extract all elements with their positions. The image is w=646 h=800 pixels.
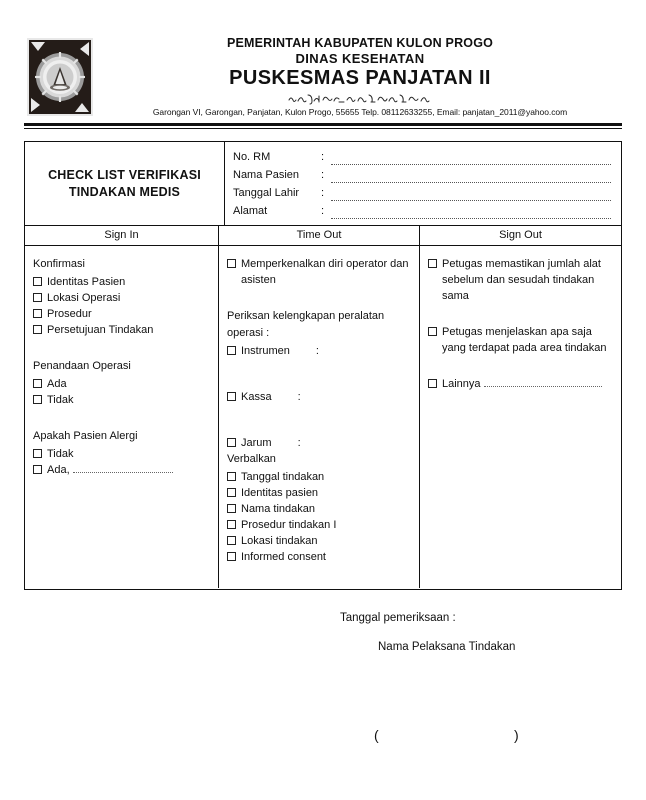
- form-title-line2: TINDAKAN MEDIS: [68, 184, 181, 199]
- column-sign-out: [420, 246, 621, 588]
- column-time-out: [219, 246, 420, 588]
- label-no-rm: No. RM: [233, 151, 271, 163]
- spacer: [227, 288, 411, 308]
- input-alamat[interactable]: [331, 206, 611, 219]
- column-header-sign-in: Sign In: [25, 226, 219, 245]
- checklist-item-label: Ada,: [47, 464, 70, 476]
- form-header-band: [25, 142, 621, 226]
- colon-jarum: :: [297, 437, 301, 449]
- footer-date-label: Tanggal pemeriksaan :: [340, 612, 456, 624]
- checkbox-icon[interactable]: [227, 520, 236, 529]
- signature-paren-right: ): [514, 727, 519, 743]
- checklist-item[interactable]: [428, 256, 613, 304]
- checkbox-icon[interactable]: [227, 259, 236, 268]
- checklist-item-label: Kassa: [241, 391, 272, 403]
- checkbox-icon[interactable]: [227, 392, 236, 401]
- checklist-item[interactable]: [227, 549, 411, 565]
- column-header-time-out: Time Out: [219, 226, 420, 245]
- checklist-item[interactable]: [227, 469, 411, 485]
- checklist-item-ada-alergi[interactable]: [33, 462, 210, 478]
- form-title-cell: [25, 142, 225, 225]
- checkbox-icon[interactable]: [33, 277, 42, 286]
- checklist-item[interactable]: [227, 501, 411, 517]
- signature-paren-left: (: [374, 727, 379, 743]
- checkbox-icon[interactable]: [428, 379, 437, 388]
- form-title-line1: CHECK LIST VERIFIKASI: [48, 167, 201, 182]
- checklist-item-kassa[interactable]: [227, 389, 411, 405]
- checklist-table: [24, 141, 622, 590]
- column-header-sign-out: Sign Out: [499, 229, 542, 241]
- checklist-item-label: Lokasi tindakan: [241, 535, 318, 547]
- checkbox-icon[interactable]: [33, 395, 42, 404]
- checkbox-icon[interactable]: [227, 504, 236, 513]
- spacer: [428, 304, 613, 324]
- checklist-item[interactable]: [33, 392, 210, 408]
- group-label-apakah-pasien-alergi: Apakah Pasien Alergi: [33, 430, 138, 442]
- checklist-item-label: Tidak: [47, 394, 74, 406]
- javanese-script-line: [98, 91, 622, 106]
- patient-field-tanggal-lahir: [233, 183, 611, 201]
- checklist-item-label: Lokasi Operasi: [47, 292, 121, 304]
- checklist-item-instrumen[interactable]: [227, 343, 411, 359]
- checklist-item-label: Persetujuan Tindakan: [47, 324, 154, 336]
- checkbox-icon[interactable]: [428, 327, 437, 336]
- checklist-item-jarum[interactable]: [227, 435, 411, 451]
- group-label-penandaan-operasi: Penandaan Operasi: [33, 360, 131, 372]
- colon-kassa: :: [297, 391, 301, 403]
- address-line: Garongan VI, Garongan, Panjatan, Kulon Progo, 55655 Telp. 08112633255, Email: panjatan_2011@yahoo.com: [152, 107, 568, 117]
- checklist-item[interactable]: [33, 306, 210, 322]
- checklist-item-label: Nama tindakan: [241, 503, 315, 515]
- colon-nama-pasien: :: [321, 169, 325, 181]
- checklist-item[interactable]: [227, 485, 411, 501]
- spacer: [428, 356, 613, 376]
- checklist-item-label: Prosedur: [47, 308, 92, 320]
- checklist-item[interactable]: [33, 376, 210, 392]
- checklist-item-label: Informed consent: [241, 551, 326, 563]
- checkbox-icon[interactable]: [33, 309, 42, 318]
- checklist-item-label: Identitas pasien: [241, 487, 319, 499]
- checkbox-icon[interactable]: [33, 325, 42, 334]
- patient-info-cell: [225, 142, 621, 225]
- patient-field-no-rm: [233, 147, 611, 165]
- checkbox-icon[interactable]: [227, 536, 236, 545]
- checklist-item-label: Tanggal tindakan: [241, 471, 325, 483]
- checklist-item-label: Identitas Pasien: [47, 276, 126, 288]
- checkbox-icon[interactable]: [33, 293, 42, 302]
- checkbox-icon[interactable]: [227, 552, 236, 561]
- checklist-item-label: Ada: [47, 378, 67, 390]
- checklist-item[interactable]: [227, 533, 411, 549]
- checklist-body: [25, 246, 621, 588]
- colon-no-rm: :: [321, 151, 325, 163]
- label-tanggal-lahir: Tanggal Lahir: [233, 187, 300, 199]
- group-label-periksan-kelengkapan: Periksan kelengkapan peralatan operasi :: [227, 310, 385, 339]
- input-lainnya-detail[interactable]: [484, 377, 602, 387]
- group-label-verbalkan: Verbalkan: [227, 453, 276, 465]
- column-headers-row: [25, 226, 621, 246]
- group-label-konfirmasi: Konfirmasi: [33, 258, 85, 270]
- checklist-item-label: Memperkenalkan diri operator dan asisten: [241, 258, 409, 286]
- footer-signer-label: Nama Pelaksana Tindakan: [378, 641, 516, 653]
- checklist-item-label: Jarum: [241, 437, 272, 449]
- checkbox-icon[interactable]: [33, 465, 42, 474]
- patient-field-nama-pasien: [233, 165, 611, 183]
- input-tanggal-lahir[interactable]: [331, 188, 611, 201]
- checklist-item-label: Prosedur tindakan I: [241, 519, 337, 531]
- input-nama-pasien[interactable]: [331, 170, 611, 183]
- checklist-item[interactable]: [33, 274, 210, 290]
- colon-tanggal-lahir: :: [321, 187, 325, 199]
- column-sign-in: [25, 246, 219, 588]
- checkbox-icon[interactable]: [227, 488, 236, 497]
- spacer: [227, 405, 411, 435]
- input-no-rm[interactable]: [331, 152, 611, 165]
- coat-of-arms-logo-icon: [27, 38, 93, 116]
- checkbox-icon[interactable]: [227, 346, 236, 355]
- govt-line: PEMERINTAH KABUPATEN KULON PROGO: [226, 36, 494, 50]
- checkbox-icon[interactable]: [33, 449, 42, 458]
- letterhead-text: [98, 36, 622, 118]
- checkbox-icon[interactable]: [227, 438, 236, 447]
- checklist-item-label: Instrumen: [241, 345, 290, 357]
- letterhead: [24, 36, 622, 120]
- header-divider-thin: [24, 128, 622, 129]
- checkbox-icon[interactable]: [227, 472, 236, 481]
- header-divider-thick: [24, 123, 622, 126]
- label-alamat: Alamat: [233, 205, 268, 217]
- checklist-item-label: Petugas menjelaskan apa saja yang terdapat pada area tindakan: [442, 326, 607, 354]
- checklist-item-label: Petugas memastikan jumlah alat sebelum dan sesudah tindakan sama: [442, 258, 601, 302]
- checklist-item[interactable]: [227, 256, 411, 288]
- checklist-item-lainnya[interactable]: [428, 376, 613, 392]
- checklist-item[interactable]: [33, 446, 210, 462]
- checklist-item[interactable]: [33, 290, 210, 306]
- spacer: [227, 359, 411, 389]
- checklist-item[interactable]: [33, 322, 210, 338]
- institution-line: PUSKESMAS PANJATAN II: [229, 67, 491, 89]
- patient-field-alamat: [233, 201, 611, 219]
- checklist-item-label: Lainnya: [442, 378, 481, 390]
- spacer: [33, 338, 210, 358]
- spacer: [33, 408, 210, 428]
- checklist-item[interactable]: [428, 324, 613, 356]
- checklist-item[interactable]: [227, 517, 411, 533]
- colon-alamat: :: [321, 205, 325, 217]
- colon-instrumen: :: [315, 345, 319, 357]
- checkbox-icon[interactable]: [33, 379, 42, 388]
- input-alergi-detail[interactable]: [73, 463, 173, 473]
- checkbox-icon[interactable]: [428, 259, 437, 268]
- label-nama-pasien: Nama Pasien: [233, 169, 300, 181]
- checklist-item-label: Tidak: [47, 448, 74, 460]
- department-line: DINAS KESEHATAN: [295, 51, 425, 66]
